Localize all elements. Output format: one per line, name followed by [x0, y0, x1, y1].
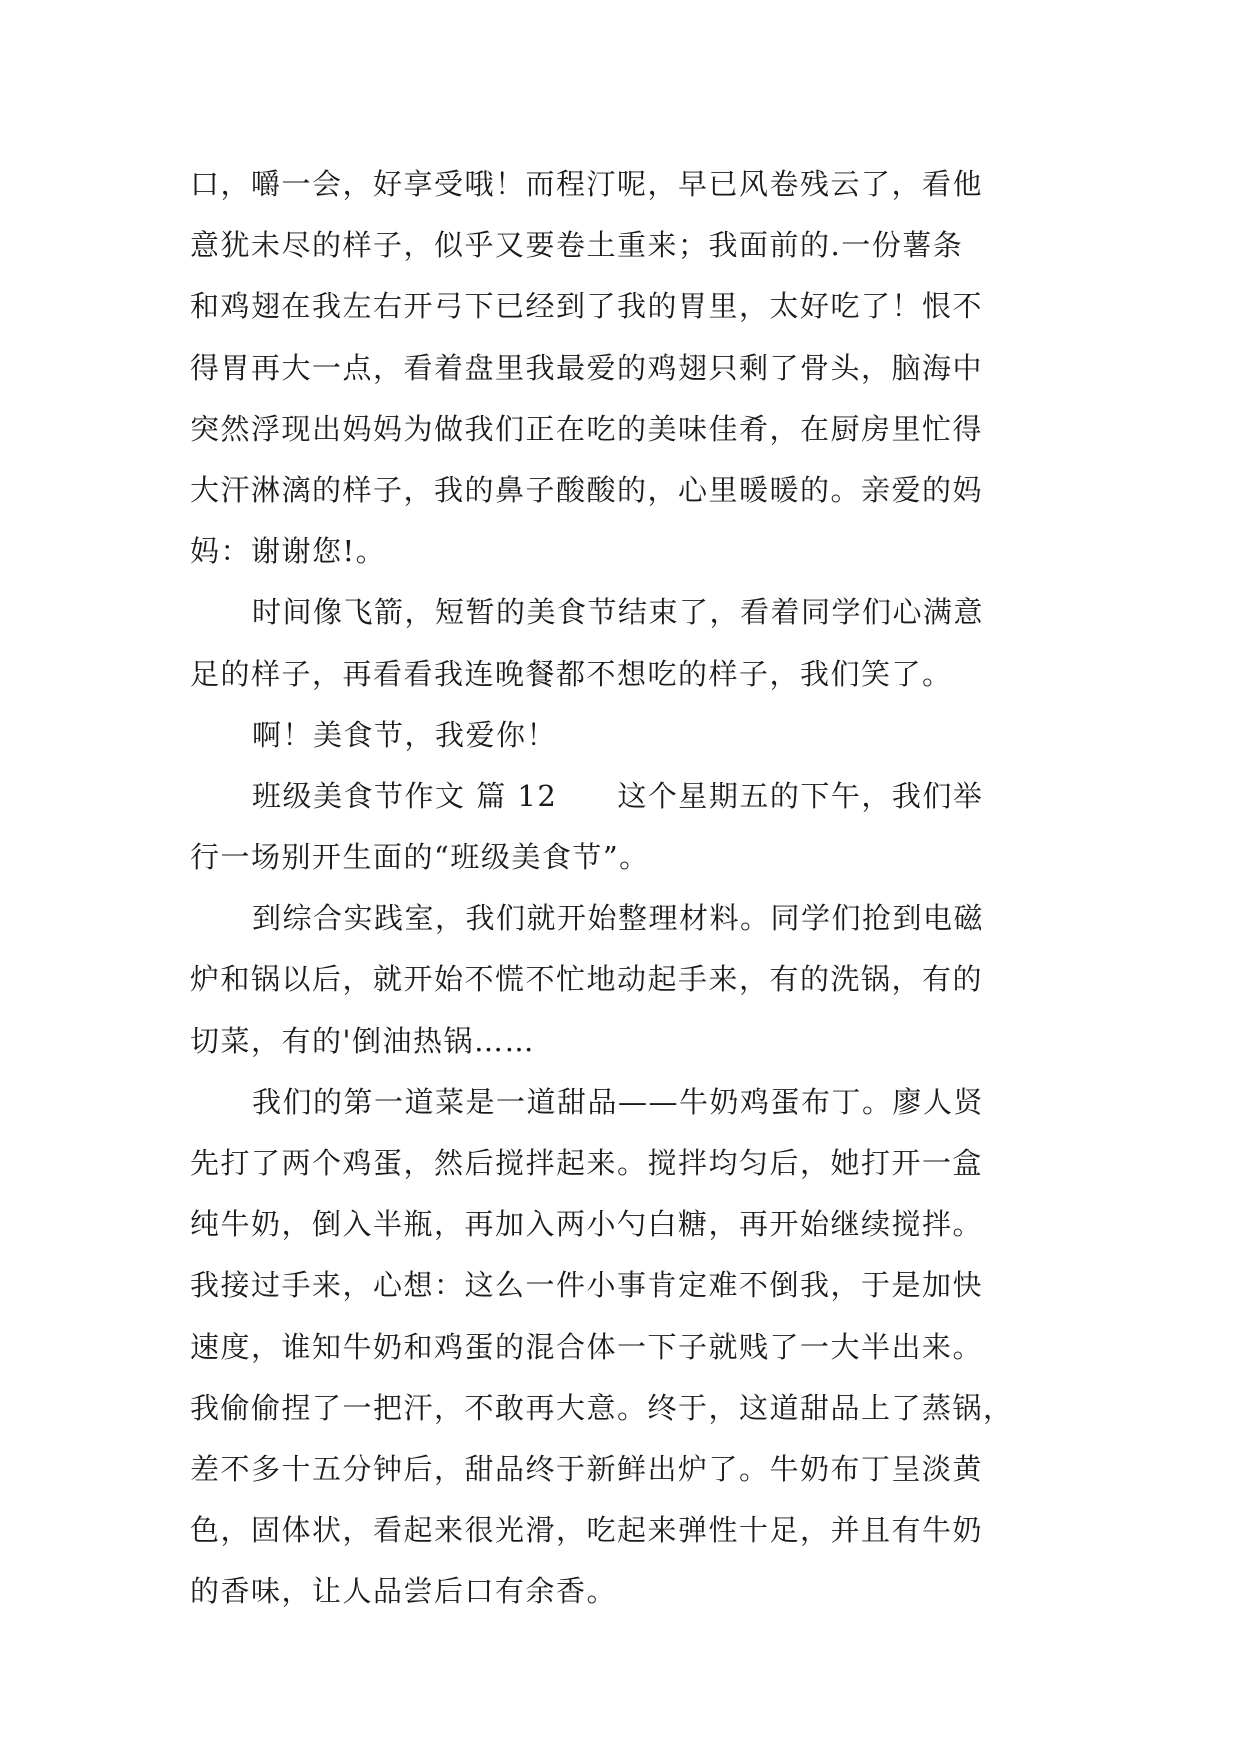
section-heading-line: [190, 766, 1052, 827]
paragraph-line: 啊！美食节，我爱你！: [252, 717, 558, 752]
paragraph-line: 突然浮现出妈妈为做我们正在吃的美味佳肴，在厨房里忙得: [190, 411, 984, 446]
paragraph-line: 炉和锅以后，就开始不慌不忙地动起手来，有的洗锅，有的: [190, 962, 984, 997]
paragraph-line: 行一场别开生面的“班级美食节”。: [190, 840, 650, 875]
paragraph-line: 口，嚼一会，好享受哦！而程汀呢，早已风卷残云了，看他: [190, 167, 984, 201]
paragraph-line: 足的样子，再看看我连晚餐都不想吃的样子，我们笑了。: [190, 656, 953, 691]
paragraph-line: 纯牛奶，倒入半瓶，再加入两小勺白糖，再开始继续搅拌。: [190, 1207, 984, 1242]
paragraph-line: 色，固体状，看起来很光滑，吃起来弹性十足，并且有牛奶: [190, 1513, 984, 1548]
paragraph-line: 妈：谢谢您!。: [190, 534, 387, 569]
paragraph-line: 意犹未尽的样子，似乎又要卷土重来；我面前的.一份薯条: [190, 228, 964, 263]
paragraph-line: 切菜，有的'倒油热锅……: [190, 1023, 535, 1058]
paragraph-line: 先打了两个鸡蛋，然后搅拌起来。搅拌均匀后，她打开一盒: [190, 1146, 984, 1180]
paragraph-line: 得胃再大一点，看着盘里我最爱的鸡翅只剩了骨头，脑海中: [190, 350, 984, 385]
paragraph-line: 到综合实践室，我们就开始整理材料。同学们抢到电磁: [252, 901, 985, 936]
paragraph-line: 我们的第一道菜是一道甜品——牛奶鸡蛋布丁。廖人贤: [252, 1084, 985, 1119]
paragraph-line: 的香味，让人品尝后口有余香。: [190, 1574, 618, 1609]
document-body: [190, 154, 1052, 1623]
paragraph-line: 我接过手来，心想：这么一件小事肯定难不倒我，于是加快: [190, 1268, 984, 1303]
section-title: 班级美食节作文 篇 12: [252, 778, 558, 813]
paragraph-line: 我偷偷捏了一把汗，不敢再大意。终于，这道甜品上了蒸锅，: [190, 1390, 1014, 1425]
paragraph-text: 这个星期五的下午，我们举: [617, 778, 984, 813]
paragraph-line: 大汗淋漓的样子，我的鼻子酸酸的，心里暖暖的。亲爱的妈: [190, 472, 984, 507]
paragraph-line: 和鸡翅在我左右开弓下已经到了我的胃里，太好吃了！恨不: [190, 289, 984, 324]
paragraph-line: 速度，谁知牛奶和鸡蛋的混合体一下子就贱了一大半出来。: [190, 1329, 984, 1364]
paragraph-line: 时间像飞箭，短暂的美食节结束了，看着同学们心满意: [252, 595, 985, 630]
paragraph-line: 差不多十五分钟后，甜品终于新鲜出炉了。牛奶布丁呈淡黄: [190, 1451, 984, 1486]
